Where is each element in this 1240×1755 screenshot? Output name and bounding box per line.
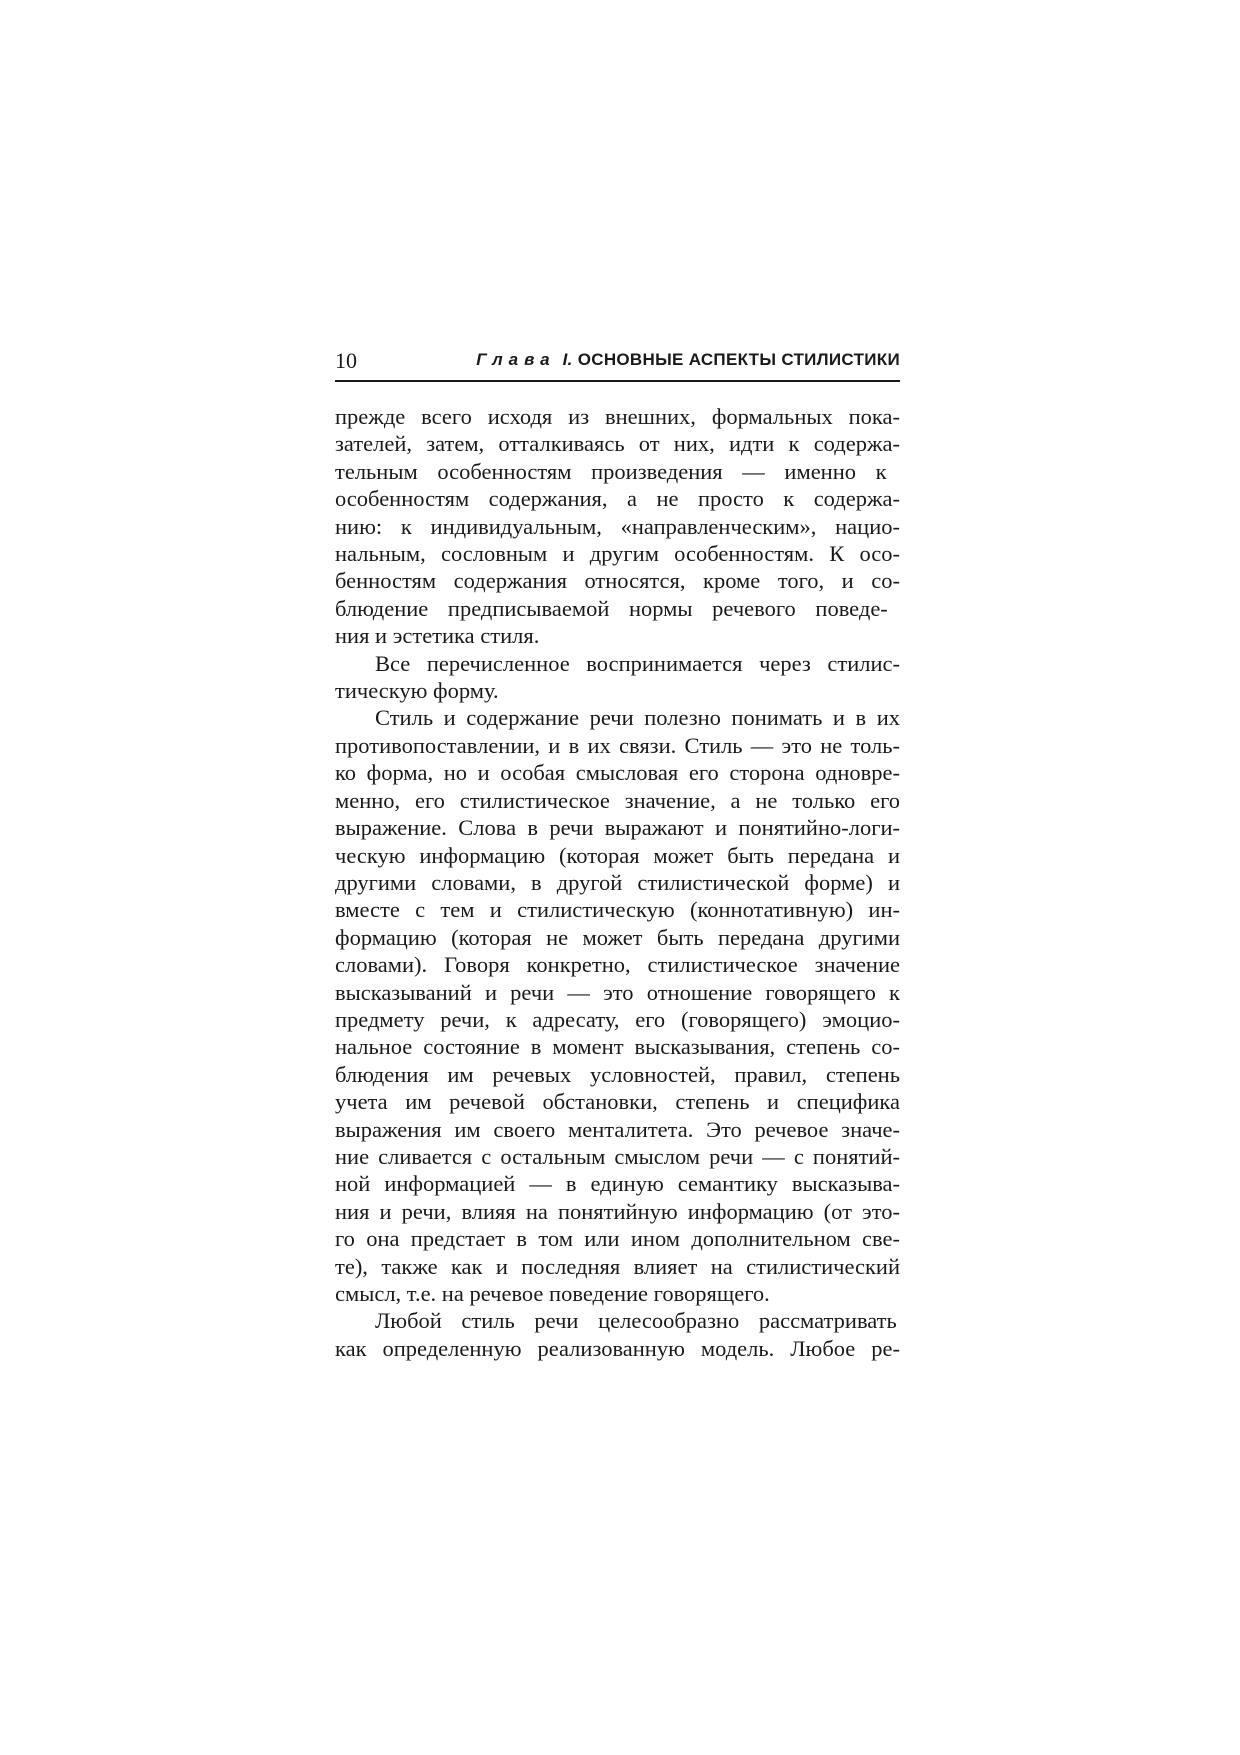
text-line: словами). Говоря конкретно, стилистическое значение: [335, 952, 901, 978]
running-head: [476, 350, 900, 370]
text-line: ния и эстетика стиля.: [335, 623, 540, 649]
page-number: 10: [335, 348, 357, 373]
paragraph-4: [335, 1307, 900, 1362]
page-header: [335, 340, 900, 382]
paragraph-3: [335, 704, 900, 1307]
text-line: тельным особенностям произведения — именно к: [335, 458, 887, 484]
text-line: вместе с тем и стилистическую (коннотативную) ин-: [335, 897, 901, 923]
text-line: предмету речи, к адресату, его (говорящего) эмоцио-: [335, 1006, 900, 1032]
paragraph-1: [335, 403, 900, 650]
text-line: ние сливается с остальным смыслом речи — с понятий-: [335, 1143, 900, 1169]
text-line: блюдение предписываемой нормы речевого поведе-: [335, 595, 888, 621]
text-line: нальным, сословным и другим особенностям. К осо-: [335, 541, 900, 567]
text-line: особенностям содержания, а не просто к содержа-: [335, 486, 900, 512]
text-line: другими словами, в другой стилистической форме) и: [335, 869, 900, 895]
text-line: смысл, т.е. на речевое поведение говорящего.: [335, 1281, 770, 1306]
text-line: формацию (которая не может быть передана другими: [335, 924, 900, 950]
text-line: Стиль и содержание речи полезно понимать и в их: [375, 705, 900, 731]
text-line: нию: к индивидуальным, «направленческим», нацио-: [335, 513, 900, 539]
chapter-number: I.: [562, 350, 573, 369]
text-line: блюдения им речевых условностей, правил, степень: [335, 1061, 900, 1087]
text-line: Любой стиль речи целесообразно рассматривать: [375, 1308, 897, 1334]
text-line: ной информацией — в единую семантику высказыва-: [335, 1171, 900, 1197]
text-line: те), также как и последняя влияет на стилистический: [335, 1253, 900, 1279]
text-line: противопоставлении, и в их связи. Стиль — это не толь-: [335, 732, 900, 758]
text-line: зателей, затем, отталкиваясь от них, идти к содержа-: [335, 431, 900, 457]
text-line: Все перечисленное воспринимается через стилис-: [375, 650, 900, 676]
chapter-title: ОСНОВНЫЕ АСПЕКТЫ СТИЛИСТИКИ: [577, 350, 900, 369]
text-line: ко форма, но и особая смысловая его сторона одновре-: [335, 760, 900, 786]
chapter-word: Глава: [476, 350, 556, 369]
text-line: выражения им своего менталитета. Это речевое значе-: [335, 1116, 900, 1142]
text-line: нальное состояние в момент высказывания, степень со-: [335, 1034, 900, 1060]
text-line: бенностям содержания относятся, кроме того, и со-: [335, 568, 900, 594]
text-line: выражение. Слова в речи выражают и понятийно-логи-: [335, 815, 900, 841]
text-line: ния и речи, влияя на понятийную информацию (от это-: [335, 1198, 900, 1224]
paragraph-2: [335, 650, 900, 705]
text-line: как определенную реализованную модель. Любое ре-: [335, 1335, 900, 1361]
text-line: высказываний и речи — это отношение говорящего к: [335, 979, 900, 1005]
text-line: ческую информацию (которая может быть передана и: [335, 842, 900, 868]
body-text: [335, 403, 900, 1362]
text-line: учета им речевой обстановки, степень и специфика: [335, 1089, 900, 1115]
text-line: тическую форму.: [335, 678, 499, 704]
text-line: менно, его стилистическое значение, а не только его: [335, 787, 900, 813]
text-line: го она предстает в том или ином дополнительном све-: [335, 1226, 900, 1252]
text-line: прежде всего исходя из внешних, формальных пока-: [335, 404, 900, 429]
